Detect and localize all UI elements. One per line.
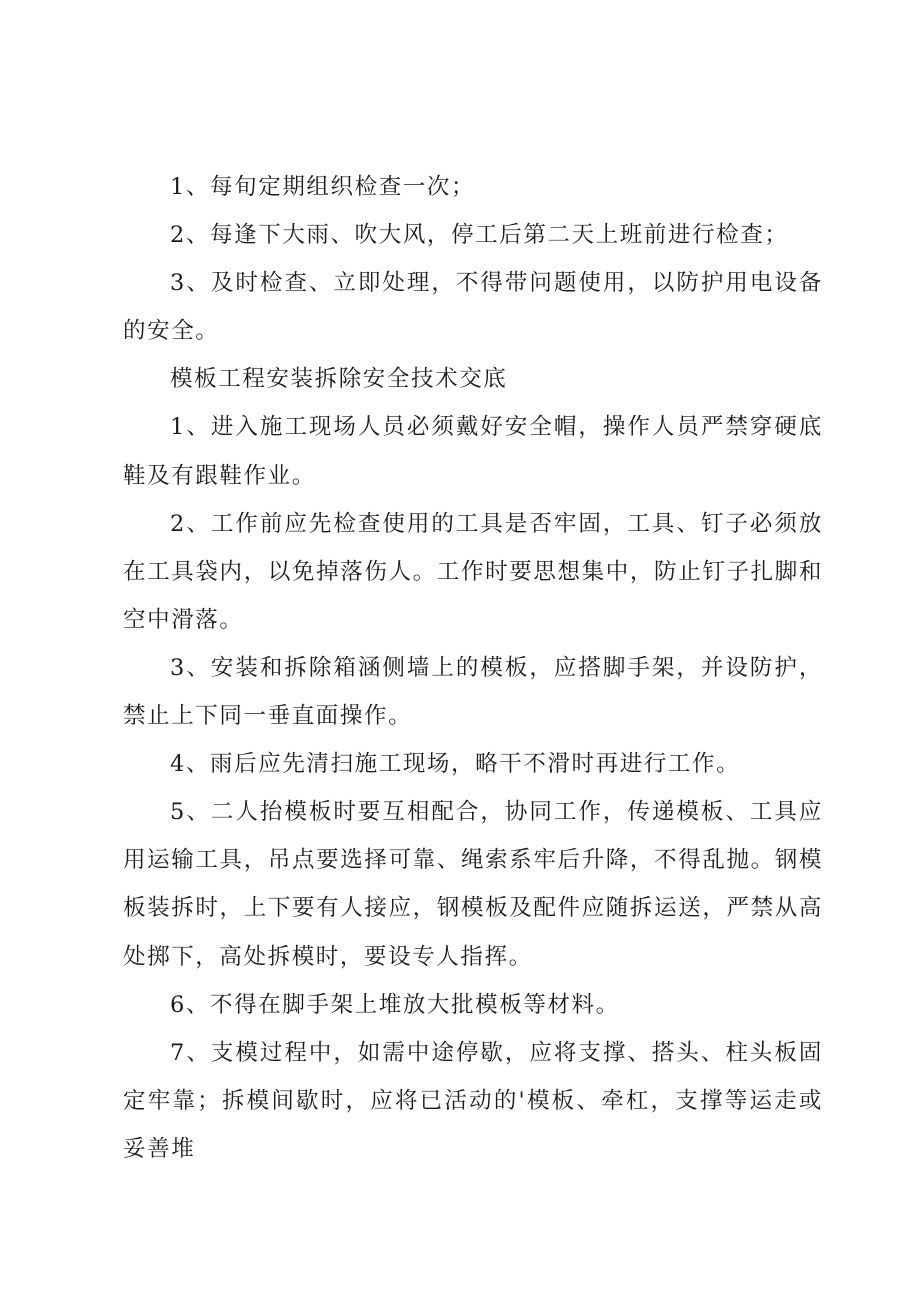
paragraph-inspection-item-3: 3、及时检查、立即处理，不得带问题使用，以防护用电设备的安全。	[123, 270, 823, 345]
paragraph-inspection-item-2: 2、每逢下大雨、吹大风，停工后第二天上班前进行检查；	[170, 222, 789, 249]
paragraph-rule-3: 3、安装和拆除箱涵侧墙上的模板，应搭脚手架，并设防护，禁止上下同一垂直面操作。	[123, 654, 823, 730]
paragraph-rule-1: 1、进入施工现场人员必须戴好安全帽，操作人员严禁穿硬底鞋及有跟鞋作业。	[123, 414, 823, 489]
paragraph-rule-7: 7、支模过程中，如需中途停歇，应将支撑、搭头、柱头板固定牢靠；拆模间歇时，应将已活动的'模板、牵杠，支撑等运走或妥善堆	[123, 1039, 823, 1162]
paragraph-inspection-item-1: 1、每旬定期组织检查一次；	[170, 174, 476, 200]
section-heading: 模板工程安装拆除安全技术交底	[170, 366, 508, 393]
paragraph-rule-4: 4、雨后应先清扫施工现场，略干不滑时再进行工作。	[170, 751, 741, 778]
paragraph-rule-5: 5、二人抬模板时要互相配合，协同工作，传递模板、工具应用运输工具，吊点要选择可靠、绳索系牢后升降，不得乱抛。钢模板装拆时，上下要有人接应，钢模板及配件应随拆运送，严禁从高处掷下，高处拆模时，要设专人指挥。	[123, 799, 823, 970]
paragraph-rule-2: 2、工作前应先检查使用的工具是否牢固，工具、钉子必须放在工具袋内，以免掉落伤人。工作时要思想集中，防止钉子扎脚和空中滑落。	[123, 510, 823, 633]
paragraph-rule-6: 6、不得在脚手架上堆放大批模板等材料。	[170, 991, 620, 1018]
document-body	[123, 163, 823, 1173]
